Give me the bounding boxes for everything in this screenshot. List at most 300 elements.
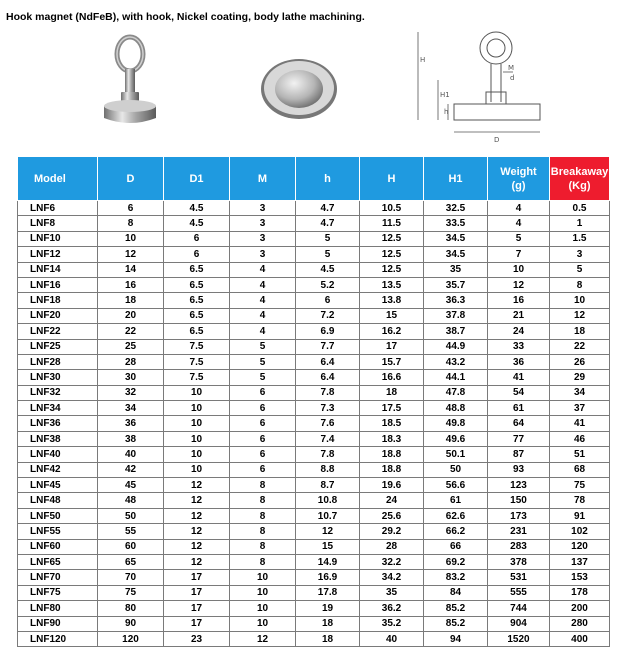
model-cell: LNF50 [18,508,98,523]
table-row [18,524,610,539]
table-cell: 50 [424,462,488,477]
table-cell: 10 [164,447,230,462]
table-cell: 42 [98,462,164,477]
table-cell: 44.9 [424,339,488,354]
table-cell: 531 [488,570,550,585]
table-cell: 8 [230,478,296,493]
table-cell: 29 [550,370,610,385]
table-cell: 400 [550,631,610,646]
model-cell: LNF12 [18,247,98,262]
table-cell: 16 [98,277,164,292]
table-cell: 69.2 [424,554,488,569]
table-row [18,431,610,446]
table-cell: 38.7 [424,324,488,339]
table-cell: 80 [98,601,164,616]
header-model: Model [18,157,98,201]
table-cell: 7.5 [164,354,230,369]
table-row [18,401,610,416]
table-cell: 14 [98,262,164,277]
table-cell: 61 [424,493,488,508]
table-cell: 10.5 [360,201,424,216]
table-cell: 85.2 [424,616,488,631]
model-cell: LNF60 [18,539,98,554]
model-cell: LNF42 [18,462,98,477]
table-cell: 49.6 [424,431,488,446]
table-cell: 7.2 [296,308,360,323]
table-cell: 16.9 [296,570,360,585]
table-row [18,385,610,400]
table-cell: 20 [98,308,164,323]
table-cell: 17 [164,570,230,585]
table-row [18,201,610,216]
table-cell: 7.8 [296,447,360,462]
table-cell: 51 [550,447,610,462]
table-cell: 66 [424,539,488,554]
table-cell: 3 [230,247,296,262]
table-cell: 5 [296,231,360,246]
table-cell: 283 [488,539,550,554]
table-cell: 33.5 [424,216,488,231]
table-cell: 38 [98,431,164,446]
model-cell: LNF18 [18,293,98,308]
table-cell: 6 [230,462,296,477]
table-cell: 5 [230,354,296,369]
table-cell: 13.8 [360,293,424,308]
table-cell: 78 [550,493,610,508]
table-cell: 16 [488,293,550,308]
model-cell: LNF38 [18,431,98,446]
table-cell: 8.8 [296,462,360,477]
table-cell: 3 [230,201,296,216]
table-cell: 34 [98,401,164,416]
table-cell: 48.8 [424,401,488,416]
drawing-label-d: D [494,136,500,144]
table-row [18,262,610,277]
table-cell: 123 [488,478,550,493]
table-cell: 7.5 [164,370,230,385]
table-row [18,247,610,262]
model-cell: LNF90 [18,616,98,631]
table-cell: 25 [98,339,164,354]
table-cell: 32.2 [360,554,424,569]
table-cell: 3 [550,247,610,262]
table-cell: 36 [98,416,164,431]
table-cell: 555 [488,585,550,600]
table-cell: 21 [488,308,550,323]
table-cell: 6.5 [164,308,230,323]
table-cell: 6 [296,293,360,308]
table-row [18,601,610,616]
drawing-label-h-upper: H [420,56,426,64]
table-body [18,201,610,647]
table-cell: 10 [230,585,296,600]
table-cell: 33 [488,339,550,354]
table-cell: 24 [488,324,550,339]
table-cell: 65 [98,554,164,569]
table-row [18,447,610,462]
model-cell: LNF80 [18,601,98,616]
table-cell: 904 [488,616,550,631]
table-cell: 35.7 [424,277,488,292]
table-cell: 5 [488,231,550,246]
table-cell: 17.5 [360,401,424,416]
table-cell: 8 [550,277,610,292]
table-cell: 4 [230,262,296,277]
table-cell: 6.5 [164,262,230,277]
table-cell: 6.5 [164,324,230,339]
table-cell: 5 [230,370,296,385]
table-cell: 18 [296,631,360,646]
table-cell: 6.5 [164,277,230,292]
table-cell: 19.6 [360,478,424,493]
table-cell: 77 [488,431,550,446]
table-cell: 4.7 [296,216,360,231]
table-cell: 70 [98,570,164,585]
table-cell: 10 [230,570,296,585]
table-cell: 8 [230,493,296,508]
table-cell: 8 [230,508,296,523]
table-cell: 18.8 [360,447,424,462]
table-cell: 18.3 [360,431,424,446]
header-h1: H1 [424,157,488,201]
table-row [18,570,610,585]
table-cell: 5.2 [296,277,360,292]
model-cell: LNF34 [18,401,98,416]
table-cell: 6.5 [164,293,230,308]
table-cell: 8.7 [296,478,360,493]
table-row [18,370,610,385]
table-cell: 10.8 [296,493,360,508]
table-cell: 41 [550,416,610,431]
table-cell: 12 [296,524,360,539]
table-row [18,631,610,646]
table-cell: 6 [164,247,230,262]
table-cell: 8 [230,554,296,569]
table-cell: 12 [164,478,230,493]
table-cell: 1 [550,216,610,231]
header-d1: D1 [164,157,230,201]
table-cell: 60 [98,539,164,554]
model-cell: LNF28 [18,354,98,369]
table-cell: 120 [550,539,610,554]
table-cell: 173 [488,508,550,523]
table-cell: 93 [488,462,550,477]
model-cell: LNF22 [18,324,98,339]
table-cell: 137 [550,554,610,569]
model-cell: LNF8 [18,216,98,231]
table-cell: 35 [360,585,424,600]
table-row [18,508,610,523]
table-cell: 7.4 [296,431,360,446]
drawing-label-h: h [444,108,449,116]
table-cell: 7.3 [296,401,360,416]
table-cell: 12 [164,524,230,539]
table-cell: 4 [230,324,296,339]
table-cell: 11.5 [360,216,424,231]
model-cell: LNF40 [18,447,98,462]
table-cell: 12 [164,554,230,569]
table-cell: 18 [550,324,610,339]
table-cell: 8 [230,539,296,554]
header-m: M [230,157,296,201]
table-cell: 68 [550,462,610,477]
table-cell: 17.8 [296,585,360,600]
table-cell: 12 [230,631,296,646]
table-cell: 6 [230,447,296,462]
table-cell: 75 [550,478,610,493]
table-cell: 6 [230,431,296,446]
table-cell: 4 [488,216,550,231]
table-cell: 10 [164,462,230,477]
table-cell: 36.3 [424,293,488,308]
table-cell: 64 [488,416,550,431]
table-cell: 10 [98,231,164,246]
table-cell: 6.4 [296,354,360,369]
table-cell: 4.5 [164,216,230,231]
table-cell: 3 [230,231,296,246]
table-cell: 120 [98,631,164,646]
table-row [18,231,610,246]
model-cell: LNF120 [18,631,98,646]
table-cell: 8 [98,216,164,231]
table-row [18,293,610,308]
table-row [18,462,610,477]
model-cell: LNF25 [18,339,98,354]
table-cell: 15 [360,308,424,323]
table-cell: 47.8 [424,385,488,400]
table-cell: 94 [424,631,488,646]
header-weight: Weight (g) [488,157,550,201]
table-cell: 28 [98,354,164,369]
table-cell: 12 [164,493,230,508]
table-cell: 280 [550,616,610,631]
table-cell: 153 [550,570,610,585]
table-cell: 12.5 [360,231,424,246]
model-cell: LNF65 [18,554,98,569]
model-cell: LNF14 [18,262,98,277]
table-cell: 18.8 [360,462,424,477]
table-cell: 34.5 [424,247,488,262]
table-cell: 7.6 [296,416,360,431]
table-cell: 18.5 [360,416,424,431]
header-d: D [98,157,164,201]
table-cell: 50.1 [424,447,488,462]
table-cell: 16.2 [360,324,424,339]
table-cell: 91 [550,508,610,523]
table-cell: 10 [488,262,550,277]
table-cell: 17 [360,339,424,354]
table-cell: 4 [230,293,296,308]
table-cell: 6.4 [296,370,360,385]
table-cell: 14.9 [296,554,360,569]
table-cell: 90 [98,616,164,631]
drawing-label-d-small: d [510,74,515,82]
table-cell: 22 [550,339,610,354]
table-row [18,616,610,631]
table-cell: 10 [550,293,610,308]
table-cell: 18 [98,293,164,308]
table-row [18,478,610,493]
table-cell: 150 [488,493,550,508]
table-cell: 40 [98,447,164,462]
table-cell: 231 [488,524,550,539]
table-cell: 36.2 [360,601,424,616]
table-cell: 4.5 [296,262,360,277]
hook-magnet-drawing [408,22,558,150]
hook-magnet-bottom-photo [258,55,340,121]
table-cell: 6 [230,416,296,431]
table-row [18,216,610,231]
table-row [18,585,610,600]
table-cell: 4.5 [164,201,230,216]
table-cell: 6 [230,385,296,400]
model-cell: LNF45 [18,478,98,493]
table-cell: 6 [230,401,296,416]
table-cell: 66.2 [424,524,488,539]
table-cell: 15.7 [360,354,424,369]
model-cell: LNF16 [18,277,98,292]
table-cell: 87 [488,447,550,462]
table-cell: 23 [164,631,230,646]
table-cell: 7.5 [164,339,230,354]
table-cell: 83.2 [424,570,488,585]
table-cell: 6 [164,231,230,246]
table-cell: 10 [230,601,296,616]
table-cell: 35.2 [360,616,424,631]
table-cell: 1.5 [550,231,610,246]
table-cell: 5 [296,247,360,262]
table-row [18,308,610,323]
page-title: Hook magnet (NdFeB), with hook, Nickel coating, body lathe machining. [6,11,365,23]
table-header-row [18,157,610,201]
header-h-small: h [296,157,360,201]
table-cell: 30 [98,370,164,385]
drawing-label-m: M [508,64,515,72]
table-cell: 84 [424,585,488,600]
table-cell: 10.7 [296,508,360,523]
table-row [18,539,610,554]
table-cell: 29.2 [360,524,424,539]
table-cell: 6 [98,201,164,216]
model-cell: LNF75 [18,585,98,600]
table-cell: 18 [360,385,424,400]
table-row [18,339,610,354]
model-cell: LNF6 [18,201,98,216]
table-cell: 50 [98,508,164,523]
table-cell: 4 [488,201,550,216]
table-row [18,416,610,431]
table-cell: 28 [360,539,424,554]
table-cell: 85.2 [424,601,488,616]
table-cell: 54 [488,385,550,400]
header-h: H [360,157,424,201]
table-cell: 12 [164,539,230,554]
table-cell: 19 [296,601,360,616]
table-cell: 17 [164,616,230,631]
table-cell: 16.6 [360,370,424,385]
table-cell: 61 [488,401,550,416]
table-cell: 200 [550,601,610,616]
table-cell: 12 [550,308,610,323]
table-cell: 36 [488,354,550,369]
model-cell: LNF30 [18,370,98,385]
table-cell: 12 [164,508,230,523]
table-cell: 45 [98,478,164,493]
table-cell: 12 [98,247,164,262]
table-cell: 10 [164,416,230,431]
table-cell: 44.1 [424,370,488,385]
table-cell: 13.5 [360,277,424,292]
table-cell: 4 [230,308,296,323]
table-cell: 34.2 [360,570,424,585]
drawing-label-h1: H1 [440,91,450,99]
table-cell: 7.8 [296,385,360,400]
header-breakaway: Breakaway (Kg) [550,157,610,201]
table-cell: 8 [230,524,296,539]
table-cell: 5 [230,339,296,354]
table-cell: 10 [230,616,296,631]
table-cell: 35 [424,262,488,277]
table-cell: 17 [164,601,230,616]
table-cell: 15 [296,539,360,554]
table-cell: 24 [360,493,424,508]
table-cell: 178 [550,585,610,600]
table-cell: 40 [360,631,424,646]
table-cell: 37.8 [424,308,488,323]
table-cell: 17 [164,585,230,600]
model-cell: LNF55 [18,524,98,539]
hook-magnet-side-photo [100,34,160,144]
table-cell: 0.5 [550,201,610,216]
table-cell: 5 [550,262,610,277]
table-cell: 25.6 [360,508,424,523]
table-cell: 6.9 [296,324,360,339]
table-cell: 10 [164,431,230,446]
table-row [18,493,610,508]
table-cell: 102 [550,524,610,539]
table-cell: 18 [296,616,360,631]
table-row [18,277,610,292]
table-cell: 7.7 [296,339,360,354]
table-cell: 378 [488,554,550,569]
table-cell: 34 [550,385,610,400]
table-cell: 46 [550,431,610,446]
table-row [18,324,610,339]
model-cell: LNF70 [18,570,98,585]
table-row [18,354,610,369]
table-cell: 56.6 [424,478,488,493]
table-cell: 3 [230,216,296,231]
table-cell: 43.2 [424,354,488,369]
model-cell: LNF10 [18,231,98,246]
table-cell: 32.5 [424,201,488,216]
table-row [18,554,610,569]
table-cell: 10 [164,401,230,416]
table-cell: 7 [488,247,550,262]
table-cell: 48 [98,493,164,508]
model-cell: LNF48 [18,493,98,508]
spec-table [17,156,610,647]
model-cell: LNF36 [18,416,98,431]
model-cell: LNF20 [18,308,98,323]
table-cell: 4 [230,277,296,292]
table-cell: 4.7 [296,201,360,216]
table-cell: 744 [488,601,550,616]
table-cell: 12.5 [360,262,424,277]
table-cell: 49.8 [424,416,488,431]
table-cell: 12 [488,277,550,292]
table-cell: 32 [98,385,164,400]
